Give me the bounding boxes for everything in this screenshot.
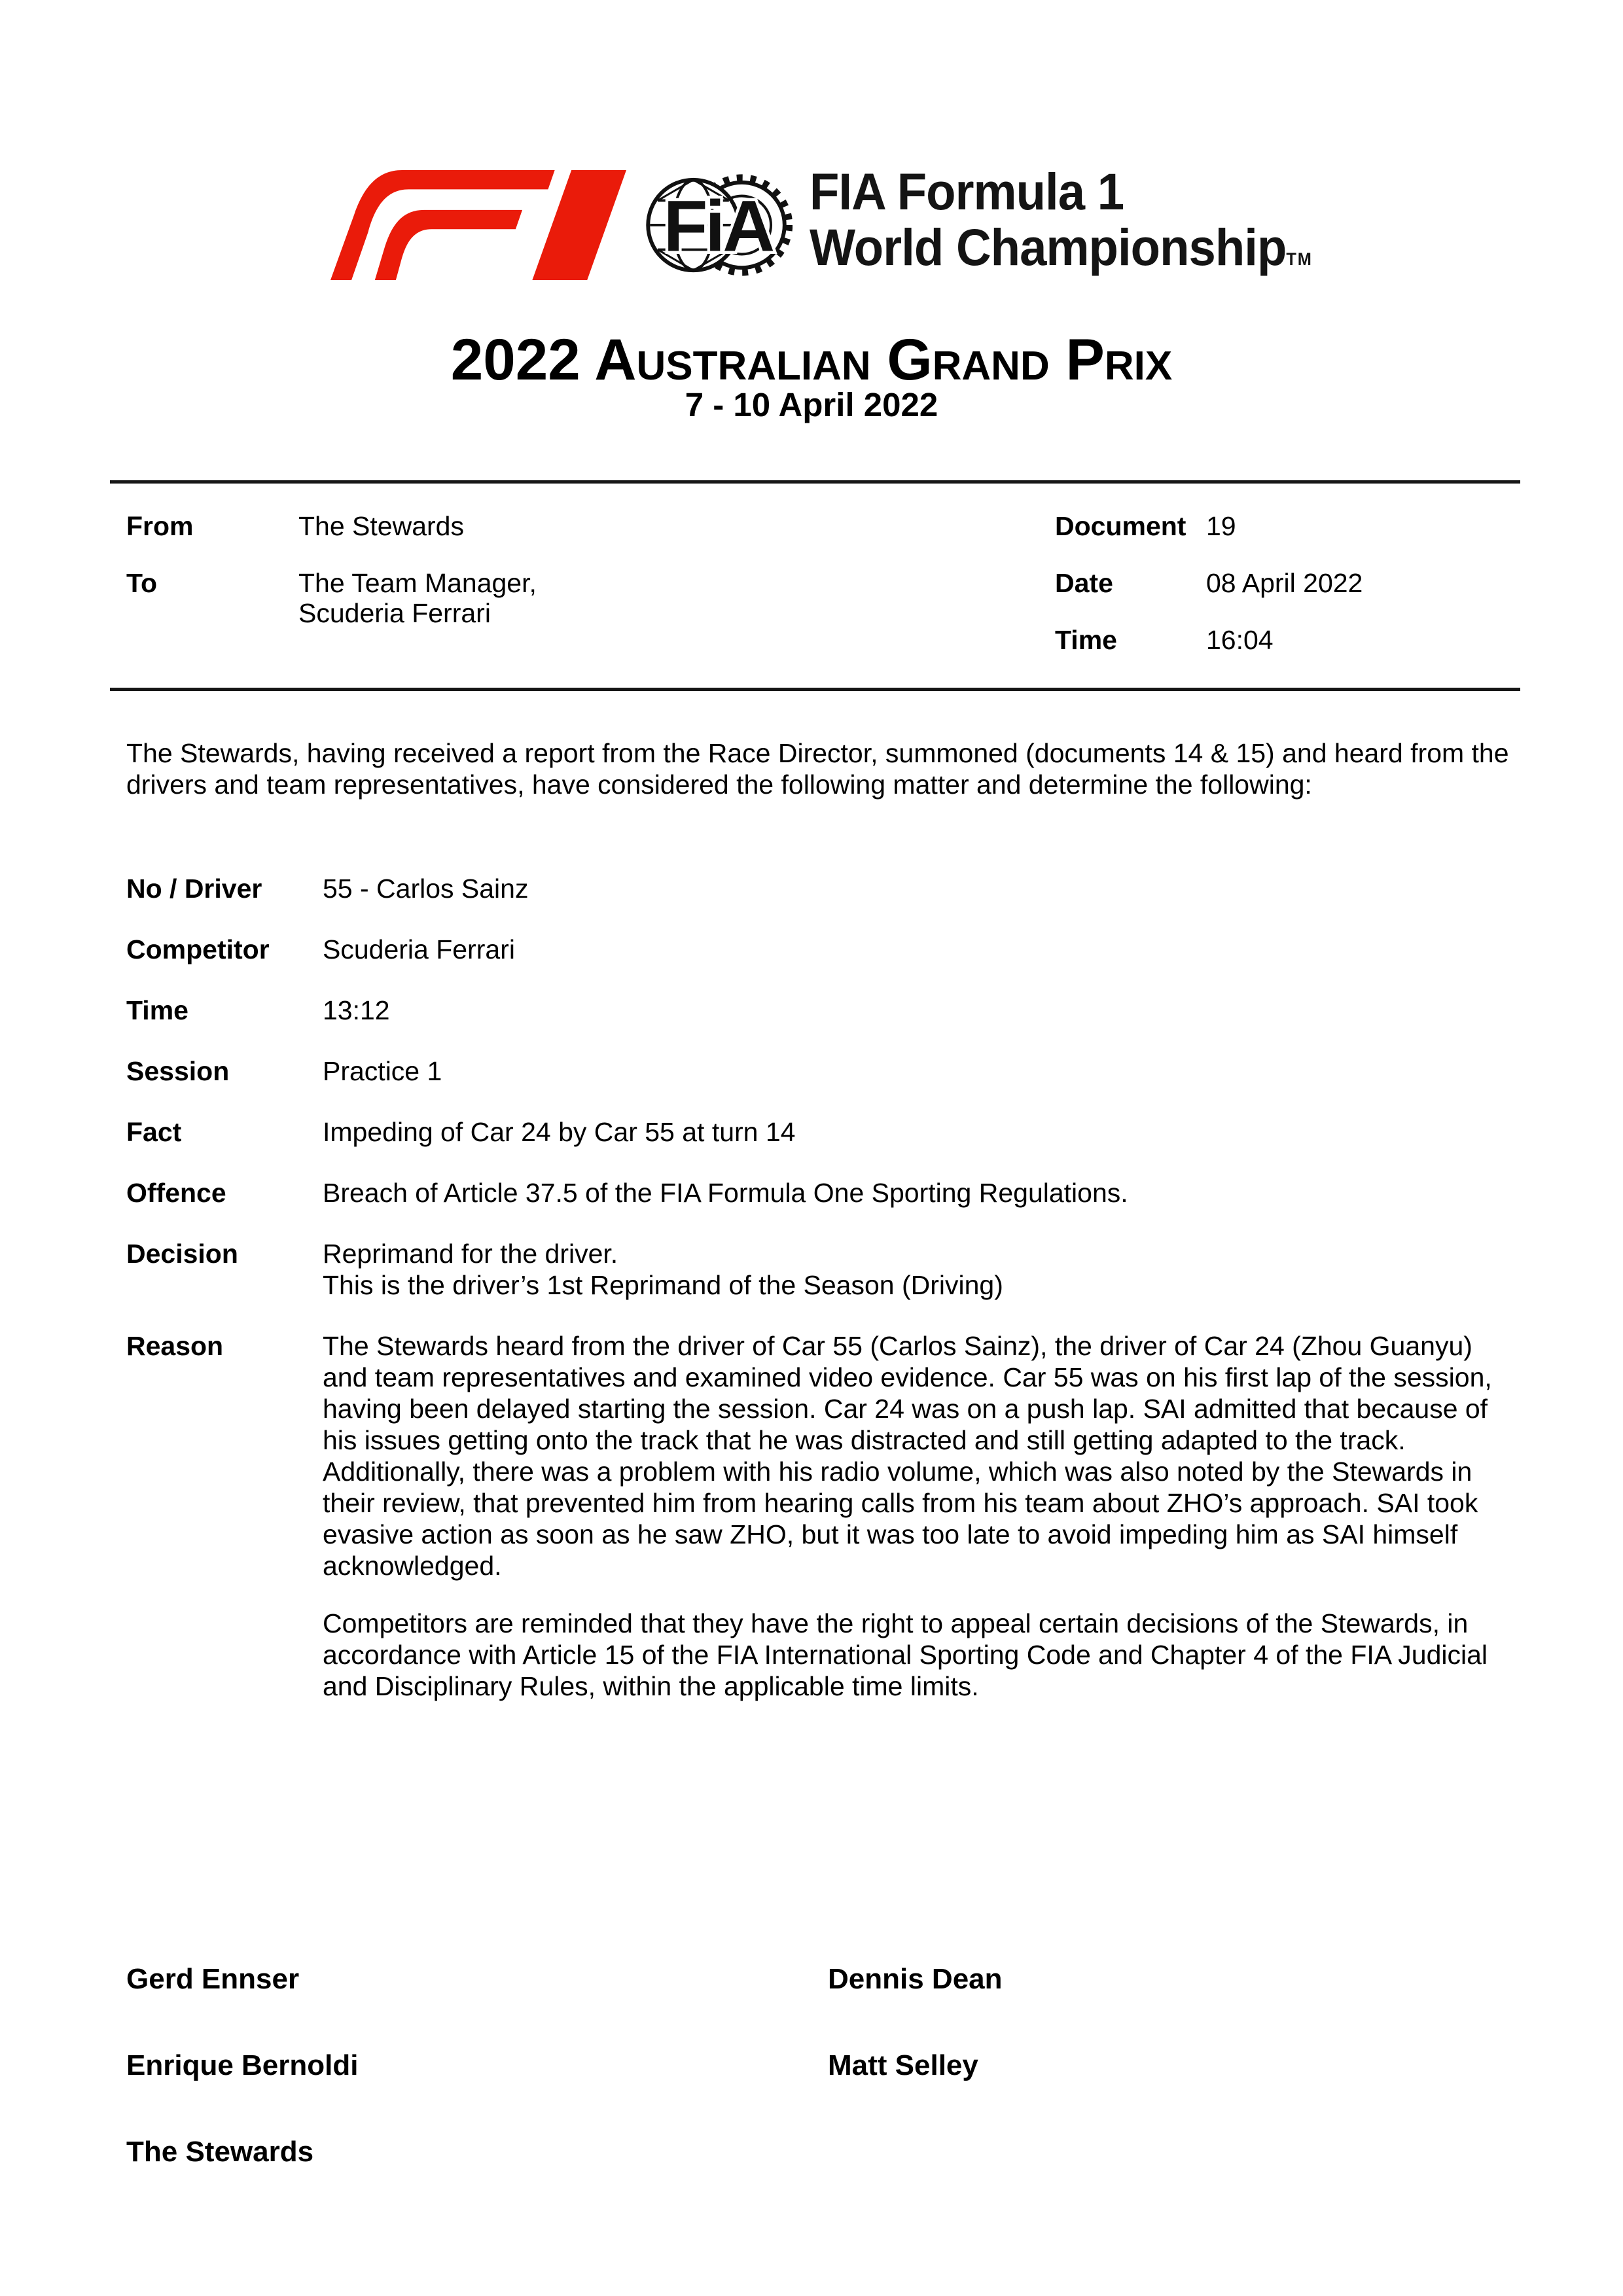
trademark-symbol: TM (1286, 249, 1313, 269)
reason-paragraph-1: The Stewards heard from the driver of Car 55 (Carlos Sainz), the driver of Car 24 (Zhou Guanyu) and team representatives and examined video evidence. Car 55 was on his first lap of the session, having been delayed starting the session. Car 24 was on a push lap. SAI admitted that because of his issues getting onto the track that he was distracted and still getting adapted to the track. Additionally, there was a problem with his radio volume, which was also noted by the Stewards in their review, that prevented him from hearing calls from his team about ZHO’s approach. SAI took evasive action as soon as he saw ZHO, but it was too late to avoid impeding him as SAI himself acknowledged. (323, 1331, 1492, 1581)
reason-value (323, 1330, 1515, 1702)
field-row-decision (126, 1238, 1515, 1301)
to-value (298, 568, 1055, 628)
field-row-competitor (126, 934, 1515, 965)
fact-value: Impeding of Car 24 by Car 55 at turn 14 (323, 1117, 796, 1147)
signature-steward-3: Enrique Bernoldi (126, 2049, 359, 2081)
time-label: Time (1055, 625, 1117, 655)
offence-label: Offence (126, 1178, 226, 1208)
meta-row-date (1055, 568, 1515, 598)
to-value-line2: Scuderia Ferrari (298, 598, 491, 628)
header-logos (26, 162, 1623, 284)
field-row-fact (126, 1116, 1515, 1148)
meta-table (126, 511, 1515, 655)
signature-steward-4: Matt Selley (828, 2049, 978, 2081)
signature-steward-2: Dennis Dean (828, 1963, 1003, 1995)
incident-time-value: 13:12 (323, 995, 390, 1025)
signatures-section (126, 1963, 1515, 2168)
field-row-reason (126, 1330, 1515, 1702)
brand-line2-text: World Championship (810, 217, 1287, 276)
date-value: 08 April 2022 (1206, 568, 1363, 598)
meta-right-column (1055, 511, 1515, 655)
incident-time-label: Time (126, 995, 188, 1025)
document-label: Document (1055, 511, 1186, 541)
divider-top (110, 480, 1520, 484)
offence-value: Breach of Article 37.5 of the FIA Formula One Sporting Regulations. (323, 1178, 1128, 1208)
decision-label: Decision (126, 1239, 238, 1269)
document-value: 19 (1206, 511, 1236, 541)
from-label: From (126, 511, 194, 541)
meta-row-to (126, 568, 1055, 628)
event-dates: 7 - 10 April 2022 (685, 386, 938, 423)
reason-paragraph-2: Competitors are reminded that they have the right to appeal certain decisions of the Stewards, in accordance with Article 15 of the FIA International Sporting Code and Chapter 4 of the FIA Judicial and Disciplinary Rules, within the applicable time limits. (323, 1608, 1488, 1701)
to-value-line1: The Team Manager, (298, 568, 537, 598)
signature-steward-1: Gerd Ennser (126, 1963, 300, 1995)
decision-line1: Reprimand for the driver. (323, 1239, 618, 1269)
divider-bottom (110, 688, 1520, 691)
field-row-no-driver (126, 873, 1515, 904)
signatures-grid (126, 1963, 1515, 2082)
f1-logo-icon (330, 170, 626, 280)
fact-label: Fact (126, 1117, 182, 1147)
no-driver-value: 55 - Carlos Sainz (323, 874, 529, 904)
competitor-value: Scuderia Ferrari (323, 934, 515, 964)
competitor-label: Competitor (126, 934, 270, 964)
brand-line2 (810, 219, 1313, 287)
intro-paragraph: The Stewards, having received a report from the Race Director, summoned (documents 14 & 15) and heard from the drivers and team representatives, have considered the following matter and determine the following: (126, 738, 1509, 800)
from-value: The Stewards (298, 511, 464, 541)
signatures-footer: The Stewards (126, 2136, 314, 2168)
field-row-session (126, 1055, 1515, 1087)
time-value: 16:04 (1206, 625, 1274, 655)
decision-line2: This is the driver’s 1st Reprimand of the Season (Driving) (323, 1270, 1003, 1300)
brand-wordmark (810, 164, 1313, 287)
session-value: Practice 1 (323, 1056, 442, 1086)
meta-left-column (126, 511, 1055, 655)
to-label: To (126, 568, 158, 598)
meta-row-document (1055, 511, 1515, 541)
event-title: 2022 Australian Grand Prix (450, 327, 1173, 392)
session-label: Session (126, 1056, 230, 1086)
no-driver-label: No / Driver (126, 874, 262, 904)
decision-value (323, 1238, 1515, 1301)
fia-logo-icon (643, 169, 793, 281)
brand-line1: FIA Formula 1 (810, 162, 1124, 221)
meta-row-time (1055, 625, 1515, 655)
reason-label: Reason (126, 1331, 224, 1361)
date-label: Date (1055, 568, 1113, 598)
meta-row-from (126, 511, 1055, 541)
field-row-offence (126, 1177, 1515, 1209)
field-row-time (126, 995, 1515, 1026)
fia-logo-text: FiA (663, 186, 773, 267)
decision-fields (126, 873, 1515, 1702)
